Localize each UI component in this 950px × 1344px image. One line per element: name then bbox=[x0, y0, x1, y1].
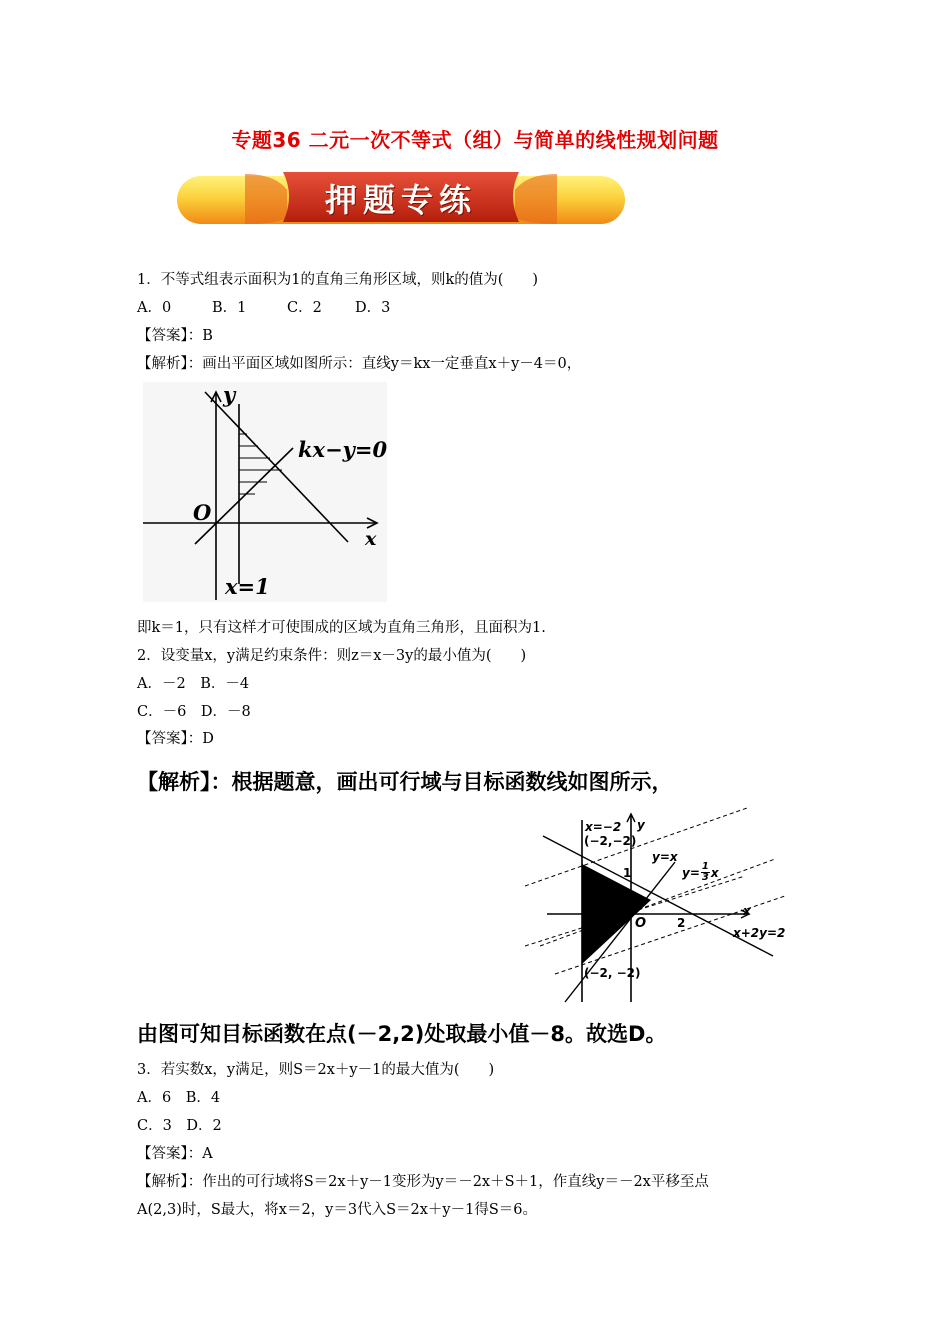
q1-option-a: A．0 bbox=[137, 300, 172, 316]
q2-answer: 【答案】：D bbox=[137, 731, 214, 747]
q1-fig-x-label: x bbox=[365, 528, 377, 550]
q2-figure-graphic bbox=[525, 806, 810, 1006]
q2-fig-label-1: 1 bbox=[623, 866, 632, 880]
q2-fig-label-pt-bottom: (−2, −2) bbox=[584, 966, 641, 980]
q2-figure bbox=[525, 806, 810, 1006]
q3-stem: 3．若实数x，y满足，则S＝2x＋y－1的最大值为( ) bbox=[137, 1062, 495, 1078]
q1-fig-line-label: kx−y=0 bbox=[298, 437, 388, 462]
q2-options-row2: C．－6 D．－8 bbox=[137, 704, 251, 720]
q2-fig-label-2: 2 bbox=[677, 916, 686, 930]
q1-conclusion: 即k＝1，只有这样才可使围成的区域为直角三角形，且面积为1. bbox=[137, 620, 546, 636]
q2-conclusion: 由图可知目标函数在点(－2,2)处取最小值－8。故选D。 bbox=[137, 1022, 667, 1046]
q1-fig-y-label: y bbox=[223, 382, 236, 407]
q1-option-d: D．3 bbox=[355, 300, 391, 316]
q2-fig-label-x: x bbox=[743, 904, 751, 918]
q2-fig-frac-x: x bbox=[710, 865, 719, 880]
banner bbox=[175, 170, 627, 228]
q2-fig-frac-den: 3 bbox=[701, 872, 709, 883]
q1-stem: 1．不等式组表示面积为1的直角三角形区域，则k的值为( ) bbox=[137, 272, 539, 288]
q3-analysis-line2: A(2,3)时，S最大，将x＝2，y＝3代入S＝2x＋y－1得S＝6。 bbox=[137, 1202, 538, 1218]
q1-option-b: B．1 bbox=[212, 300, 247, 316]
page-title: 专题36 二元一次不等式（组）与简单的线性规划问题 bbox=[231, 128, 719, 152]
q2-fig-frac-num: 1 bbox=[701, 861, 709, 872]
q2-fig-label-o: O bbox=[635, 916, 647, 931]
q3-options-row1: A．6 B．4 bbox=[137, 1090, 221, 1106]
q2-fig-fraction bbox=[701, 862, 710, 883]
q2-fig-label-pt-top: (−2,−2) bbox=[584, 834, 637, 848]
q1-options bbox=[137, 296, 390, 317]
q2-fig-label-third-lhs: y= bbox=[682, 865, 700, 880]
q2-fig-label-xneg2: x=−2 bbox=[585, 820, 622, 834]
q1-option-c: C．2 bbox=[287, 300, 322, 316]
q1-answer: 【答案】：B bbox=[137, 328, 213, 344]
q1-analysis: 【解析】：画出平面区域如图所示：直线y＝kx一定垂直x＋y－4＝0， bbox=[137, 356, 582, 372]
q3-analysis-line1: 【解析】：作出的可行域将S＝2x＋y－1变形为y＝－2x＋S＋1，作直线y＝－2x平移至点 bbox=[137, 1174, 709, 1190]
q3-answer: 【答案】：A bbox=[137, 1146, 213, 1162]
q1-figure-graphic bbox=[143, 382, 387, 602]
q1-fig-origin-label: O bbox=[193, 500, 212, 525]
q3-options-row2: C．3 D．2 bbox=[137, 1118, 222, 1134]
q1-figure bbox=[143, 382, 387, 602]
q2-fig-label-y: y bbox=[637, 818, 645, 832]
q2-options-row1: A．－2 B．－4 bbox=[137, 676, 250, 692]
q2-fig-label-y-eq-x: y=x bbox=[652, 850, 678, 864]
banner-text: 押题专练 bbox=[324, 181, 477, 219]
q2-fig-label-x2y: x+2y=2 bbox=[733, 926, 786, 940]
q2-stem: 2．设变量x，y满足约束条件：则z＝x－3y的最小值为( ) bbox=[137, 648, 527, 664]
q2-analysis: 【解析】：根据题意，画出可行域与目标函数线如图所示， bbox=[137, 770, 673, 794]
q1-fig-vline-label: x=1 bbox=[225, 574, 270, 599]
q2-fig-label-third bbox=[682, 862, 719, 883]
